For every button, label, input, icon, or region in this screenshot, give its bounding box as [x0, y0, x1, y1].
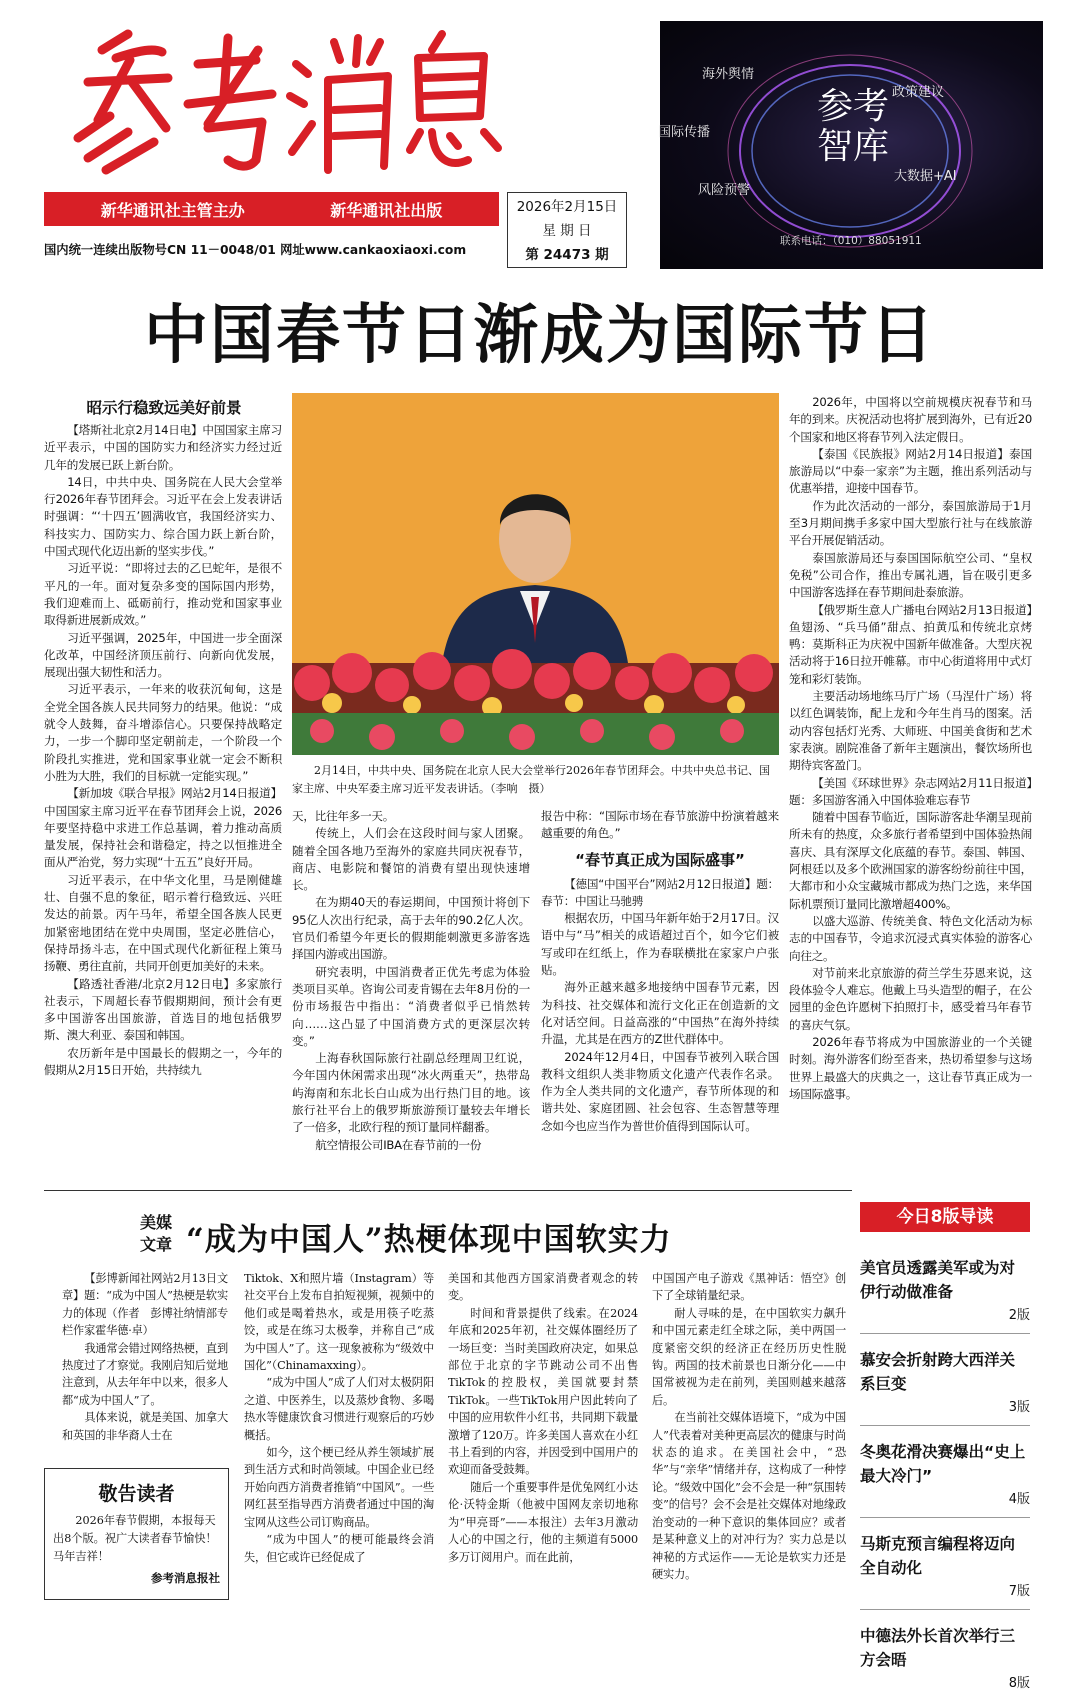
feature-col1: [62, 1270, 228, 1460]
paragraph: 以盛大巡游、传统美食、特色文化活动为标志的中国春节，令追求沉浸式真实体验的游客心向往之。: [789, 913, 1032, 963]
think-tank-ad: [660, 21, 1043, 269]
masthead-logo: [58, 20, 510, 180]
ad-tag: 风险预警: [698, 183, 751, 198]
publisher-bar: [44, 192, 499, 226]
paragraph: 【路透社香港/北京2月12日电】多家旅行社表示，下周超长春节假期期间，预计会有更多中国游客出国旅游，首选目的地包括俄罗斯、澳大利亚、泰国和韩国。: [44, 976, 282, 1043]
paragraph: 中国国产电子游戏《黑神话：悟空》创下了全球销量纪录。: [652, 1272, 846, 1303]
paragraph: 如今，这个梗已经从养生领域扩展到生活方式和时尚领域。中国企业已经开始向西方消费者推销“中国风”。一些网红甚至指导西方消费者通过中国的淘宝网从这些公司订购商品。: [244, 1446, 434, 1529]
feature-title: “成为中国人”热梗体现中国软实力: [186, 1222, 672, 1258]
paragraph: 14日，中共中央、国务院在人民大会堂举行2026年春节团拜会。习近平在会上发表讲话时强调：“‘十四五’圆满收官，我国经济实力、科技实力、国防实力、综合国力跃上新台阶，中国式现代化迈出新的坚实步伐。”: [44, 474, 282, 559]
paragraph: 习近平表示，一年来的收获沉甸甸，这是全党全国各族人民共同努力的结果。他说：“成就令人鼓舞，奋斗增添信心。只要保持战略定力，一步一个脚印坚定朝前走，一个阶段一个阶段扎实推进，党和国家事业就一定会不断积小胜为大胜，我们的目标就一定能实现。”: [44, 682, 282, 783]
photo-caption: 2月14日，中共中央、国务院在北京人民大会堂举行2026年春节团拜会。中共中央总书记、国家主席、中央军委主席习近平发表讲话。（李响 摄）: [292, 764, 770, 795]
feature-col2: [244, 1270, 434, 1626]
paragraph: 海外正越来越多地接纳中国春节元素，因为科技、社交媒体和流行文化正在创造新的文化对话空间。日益高涨的“中国热”在海外持续升温，尤其是在西方的Z世代群体中。: [541, 980, 779, 1047]
issue-weekday: 星 期 日: [542, 223, 592, 239]
col2-article: [292, 808, 530, 1152]
notice-body: 2026年春节假期，本报每天出8个版。祝广大读者春节愉快！马年吉祥！: [53, 1514, 217, 1563]
paragraph: 农历新年是中国最长的假期之一，今年的假期从2月15日开始，共持续九: [44, 1045, 282, 1077]
feature-kicker: 美媒 文章: [139, 1213, 172, 1254]
paragraph: 具体来说，就是美国、加拿大和英国的非华裔人士在: [62, 1411, 228, 1442]
leader-speech-photo-icon: [292, 393, 779, 755]
paragraph: 2026年，中国将以空前规模庆祝春节和马年的到来。庆祝活动也将扩展到海外，已有近20个国家和地区将春节列入法定假日。: [789, 395, 1032, 444]
ad-title: 参考 智库: [816, 86, 889, 167]
paragraph: 根据农历，中国马年新年始于2月17日。汉语中与“马”相关的成语超过百个，如今它们被写或印在红纸上，作为春联横批在家家户户张贴。: [541, 911, 779, 978]
publisher-left: 新华通讯社主管主办: [100, 200, 245, 220]
ad-tag: 海外舆情: [702, 67, 755, 82]
ad-contact: 联系电话：（010）88051911: [780, 235, 922, 247]
ad-tag: 政策建议: [892, 85, 945, 100]
paragraph: 主要活动场地练马厅广场（马涅什广场）将以红色调装饰，配上龙和今年生肖马的图案。活动内容包括灯光秀、大师班、中国美食街和艺术家表演。剧院准备了新年主题演出，餐饮场所也期待宾客盈门。: [789, 689, 1032, 773]
issue-number: 第 24473 期: [525, 247, 609, 263]
notice-sign: 参考消息报社: [151, 1571, 220, 1585]
col3-subhead: “春节真正成为国际盛事”: [575, 850, 745, 869]
paragraph: 【彭博新闻社网站2月13日文章】题：“成为中国人”热梗是软实力的体现（作者 彭博社纳情部专栏作家霍华德·卓）: [62, 1272, 228, 1338]
paragraph: 对节前来北京旅游的荷兰学生芬恩来说，这段体验令人难忘。他戴上马头造型的帽子，在公园里的金色许愿树下拍照打卡，感受着马年春节的喜庆气氛。: [789, 965, 1032, 1032]
guide-title: 今日8版导读: [860, 1202, 1030, 1232]
date-box: [507, 192, 627, 268]
feature-col3: [448, 1270, 638, 1626]
paragraph: 在为期40天的春运期间，中国预计将创下95亿人次出行纪录，高于去年的90.2亿人次。官员们希望今年更长的假期能刺激更多游客选择国内游或出国游。: [292, 895, 530, 962]
paragraph: 天，比往年多一天。: [292, 809, 395, 823]
reader-notice: [44, 1468, 229, 1600]
issue-date: 2026年2月15日: [516, 199, 618, 215]
paragraph: “成为中国人”的梗可能最终会消失，但它或许已经促成了: [244, 1533, 434, 1564]
paragraph: 随着中国春节临近，国际游客赴华潮呈现前所未有的热度，众多旅行者希望到中国体验热闹喜庆、具有深厚文化底蕴的春节。泰国、韩国、阿根廷以及多个欧洲国家的游客纷纷前往中国，大都市和小众宝藏城市都成为热门之选，来华国际机票预订量同比激增超400%。: [789, 810, 1032, 911]
paragraph: 我通常会错过网络热梗，直到热度过了才察觉。我刚启知后觉地注意到，从去年年中以来，很多人都“成为中国人”了。: [62, 1341, 228, 1407]
guide-item[interactable]: 冬奥花滑决赛爆出“史上最大冷门” 4版: [860, 1434, 1030, 1518]
publisher-right: 新华通讯社出版: [330, 200, 443, 220]
paragraph: 【泰国《民族报》网站2月14日报道】泰国旅游局以“中泰一家亲”为主题，推出系列活动与优惠举措，迎接中国春节。: [789, 446, 1032, 496]
paragraph: 耐人寻味的是，在中国软实力飙升和中国元素走红全球之际，美中两国一度紧密交织的经济正在经历历史性脱钩。两国的技术前景也日渐分化——中国常被视为走在前列，美国则越来越落后。: [652, 1306, 846, 1407]
paragraph: 研究表明，中国消费者正优先考虑为体验类项目买单。咨询公司麦肯锡在去年8月份的一份市场报告中指出：“消费者似乎已悄然转向……这凸显了中国消费方式的更深层次转变。”: [292, 964, 530, 1048]
ad-tag: 大数据+AI: [894, 169, 957, 184]
paragraph: 报告中称：“国际市场在春节旅游中扮演着越来越重要的角色。”: [541, 809, 779, 841]
paragraph: 【新加坡《联合早报》网站2月14日报道】中国国家主席习近平在春节团拜会上说，2026年要坚持稳中求进工作总基调，着力推动高质量发展，保持社会和谐稳定，持之以恒推进全面从严治党，努力实现“十五五”良好开局。: [44, 786, 282, 870]
col3-article: [541, 808, 779, 1152]
guide-item[interactable]: 慕安会折射跨大西洋关系巨变 3版: [860, 1342, 1030, 1426]
masthead-calligraphy-icon: [58, 20, 510, 180]
paragraph: 【美国《环球世界》杂志网站2月11日报道】题：多国游客涌入中国体验难忘春节: [789, 775, 1032, 807]
col4-article: [789, 394, 1032, 1152]
paragraph: 航空情报公司IBA在春节前的一份: [315, 1137, 482, 1152]
section-divider: [44, 1190, 852, 1191]
paragraph: 在当前社交媒体语境下，“成为中国人”代表着对美种更高层次的健康与时尚状态的追求。在美国社会中，“恐华”与“亲华”情绪并存，这构成了一种悖论。“级效中国化”会不会是一种“氛围转变”的信号？会不会是社交媒体对地缘政治变动的一种下意识的集体回应？或者是某种意义上的对冲行为？实力总是以神秘的方式运作——无论是软实力还是硬实力。: [652, 1411, 846, 1581]
notice-title: 敬告读者: [98, 1483, 175, 1505]
feature-col4: [652, 1270, 846, 1626]
main-headline: 中国春节日渐成为国际节日: [144, 299, 936, 373]
col1-subhead: 昭示行稳致远美好前景: [86, 399, 242, 417]
registration-line: 国内统一连续出版物号CN 11－0048/01 网址www.cankaoxiaoxi.com: [44, 243, 467, 257]
news-photo: [292, 393, 779, 755]
guide-item[interactable]: 中德法外长首次举行三方会晤 8版: [860, 1627, 1030, 1691]
paragraph: 随后一个重要事件是优兔网红小达伦·沃特金斯（他被中国网友亲切地称为“甲亮哥”——本报注）去年3月激动人心的中国之行，他的主频道有5000多万订阅用户。而在此前，: [448, 1480, 638, 1564]
paragraph: Tiktok、X和照片墙（Instagram）等社交平台上发布自拍短视频，视频中的他们或是喝着热水，或是用筷子吃蒸饺，或是在练习太极拳，并称自己“成为中国人”了。这一现象被称为“级效中国化”（Chinamaxxing）。: [244, 1272, 434, 1373]
paragraph: 作为此次活动的一部分，泰国旅游局于1月至3月期间携手多家中国大型旅行社与在线旅游平台开展促销活动。: [789, 498, 1032, 548]
paragraph: 习近平强调，2025年，中国进一步全面深化改革，中国经济顶压前行、向新向优发展，展现出强大韧性和活力。: [44, 630, 282, 680]
col1-article: [44, 422, 282, 1152]
paragraph: 习近平说：“即将过去的乙巳蛇年，是很不平凡的一年。面对复杂多变的国际国内形势，我们迎难而上、砥砺前行，推动党和国家事业取得新进展新成效。”: [44, 561, 282, 628]
paragraph: 美国和其他西方国家消费者观念的转变。: [448, 1272, 638, 1303]
paragraph: “成为中国人”成了人们对太极阴阳之道、中医养生，以及蒸炒食物、多喝热水等健康饮食习惯进行观察后的巧妙概括。: [244, 1376, 434, 1442]
guide-item[interactable]: 美官员透露美军或为对伊行动做准备 2版: [860, 1250, 1030, 1334]
paragraph: 时间和背景提供了线索。在2024年底和2025年初，社交媒体圈经历了一场巨变：当时美国政府决定，如果总部位于北京的字节跳动公司不出售TikTok的控股权，美国就要封禁TikTok。一些TikTok用户因此转向了中国的应用软件小红书，共同期下载量激增了120万。许多美国人喜欢在小红书上看到的内容，并因受到中国用户的欢迎而备受鼓舞。: [448, 1306, 638, 1477]
ad-tag: 国际传播: [658, 125, 711, 140]
paragraph: 2026年春节将成为中国旅游业的一个关键时刻。海外游客们纷至沓来，热切希望参与这场世界上最盛大的庆典之一，这让春节真正成为一场国际盛事。: [789, 1034, 1032, 1101]
paragraph: 【德国“中国平台”网站2月12日报道】题：春节：中国让马驰骋: [541, 876, 779, 908]
paragraph: 习近平表示，在中华文化里，马是刚健雄壮、自强不息的象征，昭示着行稳致远、兴旺发达的前景。丙午马年，希望全国各族人民更加紧密地团结在党中央周围，坚定必胜信心，保持昂扬斗志，在中国式现代化新征程上策马扬鞭、勇往直前，共同开创更加美好的未来。: [44, 872, 282, 974]
paragraph: 【俄罗斯生意人广播电台网站2月13日报道】鱼翅汤、“兵马俑”甜点、拍黄瓜和传统北京烤鸭：莫斯科正为庆祝中国新年做准备。大型庆祝活动将于16日拉开帷幕。市中心街道将用中式灯笼和彩灯装饰。: [789, 602, 1032, 686]
page-guide: [860, 1202, 1030, 1691]
paragraph: 泰国旅游局还与泰国国际航空公司、“皇权免税”公司合作，推出专属礼遇，旨在吸引更多中国游客选择在春节期间赴泰旅游。: [789, 550, 1032, 600]
paragraph: 传统上，人们会在这段时间与家人团聚。随着全国各地乃至海外的家庭共同庆祝春节，商店、电影院和餐馆的消费有望出现快速增长。: [292, 826, 530, 893]
paragraph: 2024年12月4日，中国春节被列入联合国教科文组织人类非物质文化遗产代表作名录。作为全人类共同的文化遗产，春节所体现的和谐共处、家庭团圆、社会包容、生态智慧等理念如今也应当作为普世价值得到国际认可。: [541, 1049, 779, 1133]
paragraph: 【塔斯社北京2月14日电】中国国家主席习近平表示，中国的国防实力和经济实力经过近几年的发展已跃上新台阶。: [44, 423, 282, 472]
guide-item[interactable]: 马斯克预言编程将迈向全自动化 7版: [860, 1526, 1030, 1610]
paragraph: 上海春秋国际旅行社副总经理周卫红说，今年国内休闲需求出现“冰火两重天”，热带岛屿海南和东北长白山成为出行热门目的地。该旅行社平台上的俄罗斯旅游预订量较去年增长了一倍多，北欧行程的预订量同样翻番。: [292, 1051, 530, 1135]
